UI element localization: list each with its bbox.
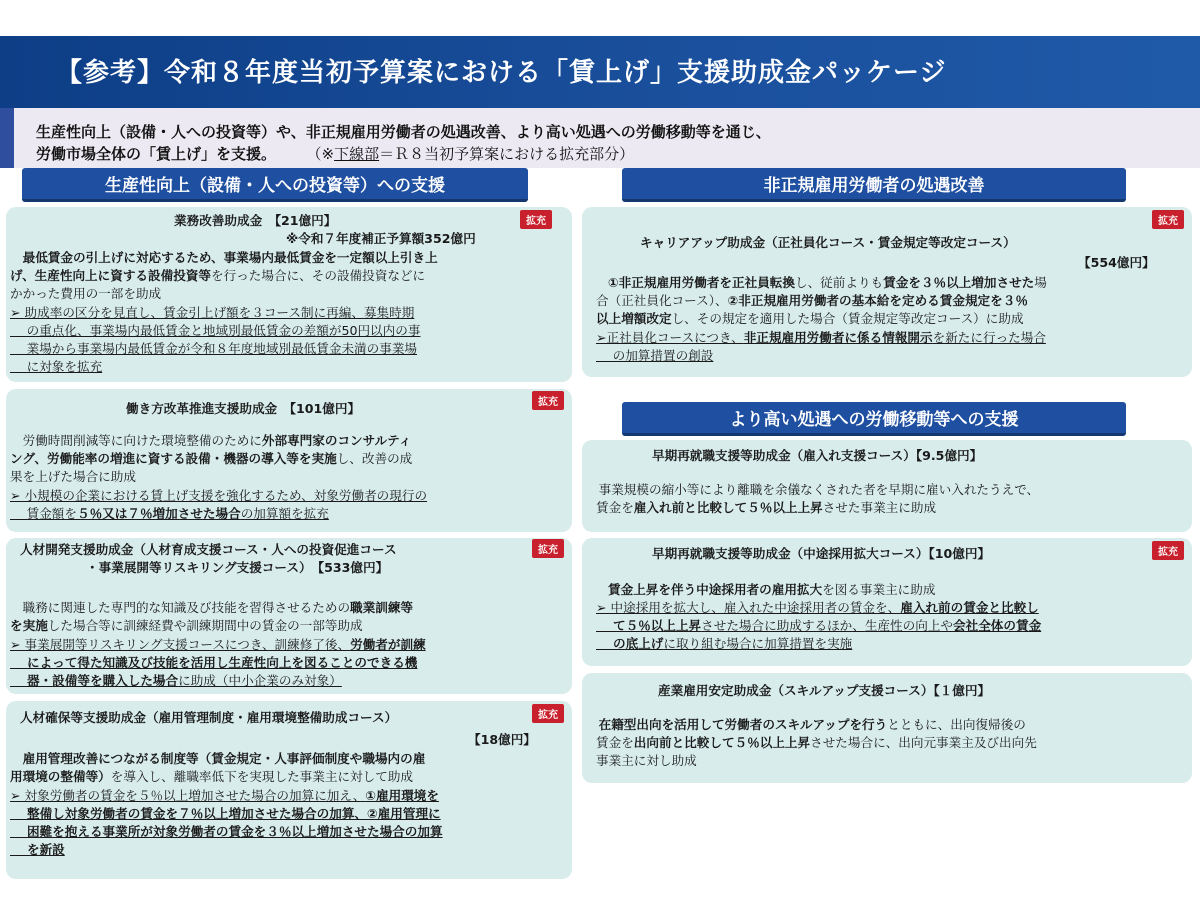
card-text: かかった費用の一部を助成 — [10, 286, 162, 301]
card-text — [10, 433, 411, 449]
card-sangyo-koyo — [582, 673, 1192, 783]
card-bullet: 業場から事業場内最低賃金が令和８年度地域別最低賃金未満の事業場 — [10, 341, 418, 356]
text-bold: を実施 — [10, 618, 48, 633]
intro-note — [314, 145, 634, 163]
card-bullet — [596, 636, 852, 652]
card-jinzai-kaihatsu — [6, 538, 572, 694]
card-souki-yatoire — [582, 440, 1192, 532]
card-amount: 【18億円】 — [468, 732, 536, 747]
text-normal: ➢正社員化コースにつき、 — [596, 330, 744, 345]
card-text — [596, 293, 1028, 309]
card-bullet: ➢ 助成率の区分を見直し、賃金引上げ額を３コース制に再編、募集時期 — [10, 305, 415, 320]
card-bullet — [596, 330, 1046, 346]
text-normal: させた場合に、出向元事業主及び出向先 — [810, 735, 1037, 750]
intro-accent — [0, 108, 14, 168]
text-bold: 賃金を３％以上増加させた — [883, 275, 1035, 290]
card-title: キャリアアップ助成金（正社員化コース・賃金規定等改定コース） — [640, 235, 1016, 250]
card-text: 事業主に対し助成 — [596, 753, 697, 768]
card-bullet — [10, 637, 426, 653]
section-title-nonregular: 非正規雇用労働者の処遇改善 — [622, 168, 1126, 202]
card-text: 果を上げた場合に助成 — [10, 469, 136, 484]
text-normal: ➢ 事業展開等リスキリング支援コースにつき、訓練修了後、 — [10, 637, 351, 652]
intro-line-1: 生産性向上（設備・人への投資等）や、非正規雇用労働者の処遇改善、より高い処遇への労働移動等を通じ、 — [36, 123, 771, 141]
text-bold: ング、労働能率の増進に資する設備・機器の導入等を実施 — [10, 451, 337, 466]
card-text — [10, 618, 363, 634]
card-text: 雇用管理改善につながる制度等（賃金規定・人事評価制度や職場内の雇 — [10, 751, 426, 766]
text-bold: ②非正規雇用労働者の基本給を定める賃金規定を３％ — [727, 293, 1028, 308]
text-normal: を行った場合に、その設備投資などに — [211, 268, 426, 283]
card-bullet — [596, 600, 1039, 616]
card-subtitle: ※令和７年度補正予算額352億円 — [286, 231, 476, 246]
card-title: 産業雇用安定助成金（スキルアップ支援コース）【１億円】 — [658, 683, 991, 698]
text-normal: 労働時間削減等に向けた環境整備のために — [10, 433, 262, 448]
card-text — [596, 500, 936, 516]
text-normal: し、改善の成 — [336, 451, 413, 466]
card-text — [10, 451, 412, 467]
intro-note-open: （※ — [314, 145, 335, 163]
card-jinzai-kakuho — [6, 701, 572, 879]
text-bold: ①非正規雇用労働者を正社員転換 — [608, 275, 795, 290]
card-title: 人材確保等支援助成金（雇用管理制度・雇用環境整備助成コース） — [20, 710, 398, 725]
card-bullet — [596, 618, 1041, 634]
intro-text: 労働市場全体の「賃上げ」を支援。 — [36, 145, 277, 163]
text-normal: 生産性の向上 — [864, 618, 941, 633]
card-text — [608, 275, 1047, 291]
text-normal: に取り組む場合に加算措置を実施 — [663, 636, 853, 651]
text-normal: の加算額を拡充 — [240, 506, 329, 521]
text-normal: ➢ 中途採用を拡大し、雇入れた中途採用者の賃金を、 — [596, 600, 901, 615]
card-text — [608, 582, 935, 598]
text-normal: や — [940, 618, 954, 633]
text-normal: した場合等に訓練経費や訓練期間中の賃金の一部等助成 — [47, 618, 363, 633]
text-normal: 合（正社員化コース）、 — [596, 293, 728, 308]
text-bold: 労働者が訓練 — [350, 637, 426, 652]
text-normal: とともに、出向復帰後の — [887, 717, 1026, 732]
text-bold: 非正規雇用労働者に係る情報開示 — [743, 330, 933, 345]
card-career-up — [582, 207, 1192, 377]
text-normal: し、従前よりも — [794, 275, 884, 290]
section-title-mobility: より高い処遇への労働移動等への支援 — [622, 402, 1126, 436]
text-bold: 雇入れ前と比較して５％以上上昇 — [633, 500, 823, 515]
card-text — [10, 268, 425, 284]
text-normal: 賃金額を — [10, 506, 77, 521]
expansion-badge: 拡充 — [532, 539, 564, 558]
intro-line-2 — [36, 143, 634, 164]
card-bullet — [10, 506, 329, 522]
card-bullet: を新設 — [10, 842, 65, 857]
text-normal: させた事業主に助成 — [822, 500, 937, 515]
top-strip — [0, 0, 1200, 36]
card-title: ・事業展開等リスキリング支援コース） 【533億円】 — [86, 560, 389, 575]
text-bold: 雇入れ前の賃金と比較し — [900, 600, 1039, 615]
page-title: 【参考】令和８年度当初予算案における「賃上げ」支援助成金パッケージ — [56, 58, 947, 88]
card-title: 早期再就職支援等助成金（中途採用拡大コース）【10億円】 — [652, 546, 991, 561]
card-bullet — [10, 673, 342, 689]
card-souki-chuto — [582, 538, 1192, 666]
card-text: 最低賃金の引上げに対応するため、事業場内最低賃金を一定額以上引き上 — [10, 250, 438, 265]
text-normal: ➢ 対象労働者の賃金を５％以上増加させた場合の加算に加え、 — [10, 788, 366, 803]
expansion-badge: 拡充 — [532, 391, 564, 410]
card-title: 働き方改革推進支援助成金 【101億円】 — [126, 401, 361, 416]
card-bullet: 困難を抱える事業所が対象労働者の賃金を３％以上増加させた場合の加算 — [10, 824, 443, 839]
text-bold: ①雇用環境を — [365, 788, 439, 803]
text-bold: 外部専門家のコンサルティ — [261, 433, 412, 448]
card-bullet: 整備し対象労働者の賃金を７％以上増加させた場合の加算、②雇用管理に — [10, 806, 441, 821]
card-bullet: の重点化、事業場内最低賃金と地域別最低賃金の差額が50円以内の事 — [10, 323, 421, 338]
card-text: 事業規模の縮小等により離職を余儀なくされた者を早期に雇い入れたうえで、 — [586, 482, 1040, 497]
card-bullet: に対象を拡充 — [10, 359, 103, 374]
card-title: 人材開発支援助成金（人材育成支援コース・人への投資促進コース — [20, 542, 397, 557]
expansion-badge: 拡充 — [1152, 210, 1184, 229]
text-bold: 在籍型出向を活用して労働者のスキルアップを行う — [586, 717, 888, 732]
text-normal: 職務に関連した専門的な知識及び技能を習得させるための — [10, 600, 351, 615]
card-text — [10, 600, 413, 616]
text-normal: し、その規定を適用した場合（賃金規定等改定コース）に助成 — [671, 311, 1024, 326]
card-bullet — [10, 788, 439, 804]
text-bold: 職業訓練等 — [350, 600, 413, 615]
card-amount: 【554億円】 — [1078, 255, 1155, 270]
card-hatarakikata — [6, 389, 572, 532]
card-bullet: によって得た知識及び技能を活用し生産性向上を図ることのできる機 — [10, 655, 418, 670]
text-bold: げ、生産性向上に資する設備投資等 — [10, 268, 211, 283]
card-bullet: の加算措置の創設 — [596, 348, 714, 363]
expansion-badge: 拡充 — [520, 210, 552, 229]
text-normal: させた場合に助成するほか、 — [701, 618, 865, 633]
intro-note-underlined: 下線部 — [334, 145, 380, 163]
expansion-badge: 拡充 — [1152, 541, 1184, 560]
section-title-productivity: 生産性向上（設備・人への投資等）への支援 — [22, 168, 528, 202]
text-bold: 会社全体の賃金 — [953, 618, 1042, 633]
text-normal: 賃金を — [596, 500, 634, 515]
text-normal: を導入し、離職率低下を実現した事業主に対して助成 — [110, 769, 413, 784]
text-bold: ５％又は７％増加させた場合 — [76, 506, 241, 521]
text-bold: 出向前と比較して５％以上上昇 — [633, 735, 811, 750]
card-title: 業務改善助成金 【21億円】 — [174, 213, 337, 228]
text-normal: を図る事業主に助成 — [822, 582, 936, 597]
card-gyomu-kaizen — [6, 207, 572, 382]
text-bold: の底上げ — [596, 636, 664, 651]
text-normal: 場 — [1034, 275, 1047, 290]
card-text — [596, 735, 1037, 751]
card-bullet: ➢ 小規模の企業における賃上げ支援を強化するため、対象労働者の現行の — [10, 488, 428, 503]
card-title: 早期再就職支援等助成金（雇入れ支援コース）【9.5億円】 — [652, 448, 983, 463]
expansion-badge: 拡充 — [532, 704, 564, 723]
card-text — [10, 769, 413, 785]
text-normal: を新たに行った場合 — [932, 330, 1046, 345]
text-bold: 用環境の整備等） — [10, 769, 111, 784]
card-text — [586, 717, 1026, 733]
text-normal: 賃金を — [596, 735, 634, 750]
intro-note-rest: ＝Ｒ８当初予算案における拡充部分） — [379, 145, 635, 163]
text-bold: 以上増額改定 — [596, 311, 672, 326]
text-normal: に助成（中小企業のみ対象） — [178, 673, 342, 688]
text-bold: 賃金上昇を伴う中途採用者の雇用拡大 — [608, 582, 823, 597]
text-bold: て５％以上上昇 — [596, 618, 702, 633]
text-bold: 器・設備等を購入した場合 — [10, 673, 179, 688]
card-text — [596, 311, 1024, 327]
